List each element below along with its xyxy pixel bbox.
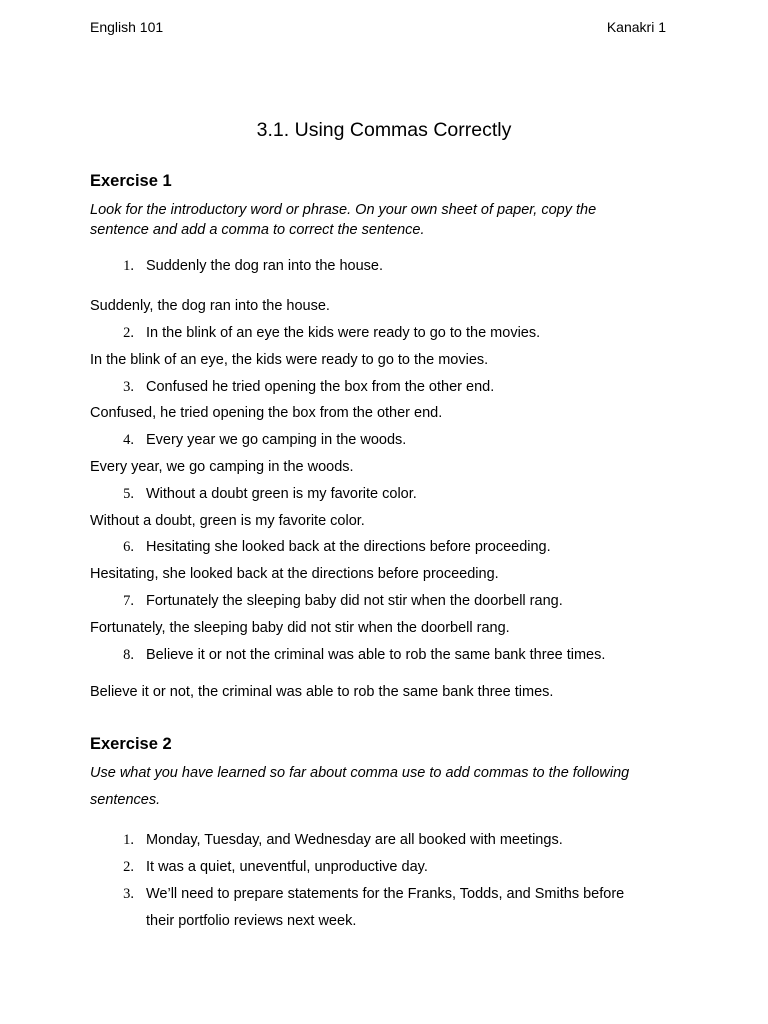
item-sentence: Believe it or not the criminal was able to rob the same bank three times. <box>146 647 606 663</box>
item-sentence-line2: their portfolio reviews next week. <box>146 913 357 929</box>
page-title: 3.1. Using Commas Correctly <box>256 119 512 141</box>
item-number: 2. <box>123 325 134 341</box>
item-number: 6. <box>123 539 134 555</box>
item-number: 7. <box>123 593 134 609</box>
item-sentence: Hesitating she looked back at the directions before proceeding. <box>146 539 551 555</box>
exercise1-answer-8: Believe it or not, the criminal was able to rob the same bank three times. <box>90 684 554 700</box>
exercise2-instruction-line1: Use what you have learned so far about comma use to add commas to the following <box>90 765 630 781</box>
item-number: 1. <box>123 258 134 274</box>
exercise1-answer-4: Every year, we go camping in the woods. <box>90 459 354 475</box>
exercise1-answer-5: Without a doubt, green is my favorite color. <box>90 513 365 529</box>
exercise2-instruction-line2: sentences. <box>90 792 161 808</box>
item-sentence: Confused he tried opening the box from the other end. <box>146 379 495 395</box>
item-number: 8. <box>123 647 134 663</box>
item-sentence: Without a doubt green is my favorite color. <box>146 486 417 502</box>
item-number: 5. <box>123 486 134 502</box>
exercise1-answer-1: Suddenly, the dog ran into the house. <box>90 298 330 314</box>
exercise1-instruction-line1: Look for the introductory word or phrase. On your own sheet of paper, copy the <box>90 202 597 218</box>
exercise1-answer-7: Fortunately, the sleeping baby did not stir when the doorbell rang. <box>90 620 510 636</box>
item-number: 1. <box>123 832 134 848</box>
item-sentence: Every year we go camping in the woods. <box>146 432 407 448</box>
exercise1-instruction-line2: sentence and add a comma to correct the sentence. <box>90 222 425 238</box>
exercise1-answer-6: Hesitating, she looked back at the directions before proceeding. <box>90 566 499 582</box>
header-course: English 101 <box>90 19 164 35</box>
item-sentence: It was a quiet, uneventful, unproductive day. <box>146 859 428 875</box>
item-number: 3. <box>123 886 134 902</box>
item-sentence-line1: We’ll need to prepare statements for the Franks, Todds, and Smiths before <box>146 886 625 902</box>
exercise1-answer-3: Confused, he tried opening the box from the other end. <box>90 405 443 421</box>
exercise1-answer-2: In the blink of an eye, the kids were ready to go to the movies. <box>90 352 489 368</box>
item-sentence: Monday, Tuesday, and Wednesday are all booked with meetings. <box>146 832 563 848</box>
item-sentence: In the blink of an eye the kids were ready to go to the movies. <box>146 325 541 341</box>
item-number: 2. <box>123 859 134 875</box>
exercise1-heading: Exercise 1 <box>90 172 172 190</box>
item-sentence: Suddenly the dog ran into the house. <box>146 258 384 274</box>
item-number: 4. <box>123 432 134 448</box>
item-sentence: Fortunately the sleeping baby did not stir when the doorbell rang. <box>146 593 563 609</box>
item-number: 3. <box>123 379 134 395</box>
exercise2-heading: Exercise 2 <box>90 735 172 753</box>
header-author-page: Kanakri 1 <box>606 19 666 35</box>
